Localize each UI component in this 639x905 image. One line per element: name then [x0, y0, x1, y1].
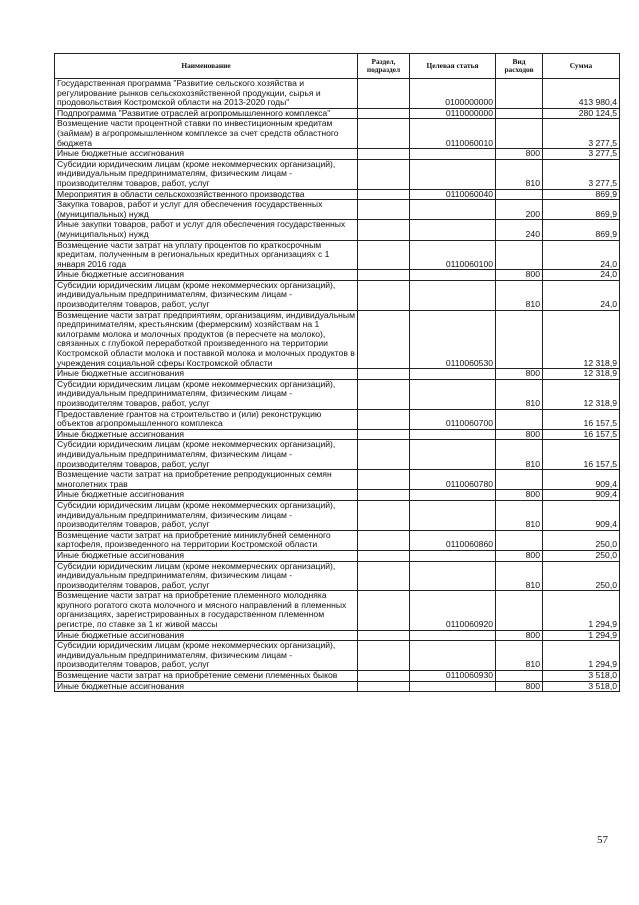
- row-expense-kind: [496, 108, 543, 119]
- row-target-code: [410, 440, 496, 470]
- row-sum: 909,4: [543, 490, 620, 501]
- row-section: [358, 379, 410, 409]
- row-target-code: 0110060530: [410, 310, 496, 369]
- row-name: Иные бюджетные ассигнования: [55, 270, 358, 281]
- row-section: [358, 490, 410, 501]
- row-section: [358, 310, 410, 369]
- row-name: Возмещение части затрат на уплату процентов по краткосрочным кредитам, полученным в региональных кредитных организациях с 1 января 2016 года: [55, 240, 358, 270]
- row-section: [358, 671, 410, 682]
- row-expense-kind: [496, 240, 543, 270]
- row-expense-kind: [496, 189, 543, 200]
- row-target-code: [410, 550, 496, 561]
- table-row: [55, 641, 620, 671]
- row-sum: 280 124,5: [543, 108, 620, 119]
- row-section: [358, 561, 410, 591]
- table-row: [55, 280, 620, 310]
- table-row: [55, 500, 620, 530]
- row-name: Иные бюджетные ассигнования: [55, 149, 358, 160]
- row-target-code: 0110060860: [410, 530, 496, 550]
- row-sum: 24,0: [543, 280, 620, 310]
- table-row: [55, 119, 620, 149]
- row-expense-kind: [496, 119, 543, 149]
- row-expense-kind: [496, 310, 543, 369]
- row-name: Иные бюджетные ассигнования: [55, 429, 358, 440]
- table-row: [55, 409, 620, 429]
- row-target-code: [410, 159, 496, 189]
- row-sum: 250,0: [543, 550, 620, 561]
- row-section: [358, 550, 410, 561]
- table-row: [55, 530, 620, 550]
- row-target-code: [410, 379, 496, 409]
- row-target-code: [410, 280, 496, 310]
- row-target-code: 0110060920: [410, 591, 496, 630]
- row-sum: 12 318,9: [543, 379, 620, 409]
- row-name: Иные бюджетные ассигнования: [55, 490, 358, 501]
- row-expense-kind: 810: [496, 440, 543, 470]
- row-name: Возмещение части затрат на приобретение племенного молодняка крупного рогатого скота молочного и мясного направлений в племенных организациях, зарегистрированных в государственном племенном регистре, по ставке за 1 кг живой массы: [55, 591, 358, 630]
- header-target: Целевая статья: [410, 54, 496, 79]
- row-section: [358, 630, 410, 641]
- row-section: [358, 641, 410, 671]
- row-section: [358, 409, 410, 429]
- row-sum: 869,9: [543, 200, 620, 220]
- row-expense-kind: 800: [496, 270, 543, 281]
- table-row: [55, 310, 620, 369]
- row-sum: 24,0: [543, 240, 620, 270]
- row-section: [358, 220, 410, 240]
- row-section: [358, 369, 410, 380]
- row-expense-kind: [496, 671, 543, 682]
- row-target-code: [410, 561, 496, 591]
- table-row: [55, 681, 620, 692]
- table-row: [55, 470, 620, 490]
- row-expense-kind: 800: [496, 630, 543, 641]
- row-sum: 3 518,0: [543, 681, 620, 692]
- row-name: Иные бюджетные ассигнования: [55, 550, 358, 561]
- row-section: [358, 159, 410, 189]
- row-sum: 3 277,5: [543, 119, 620, 149]
- row-target-code: [410, 490, 496, 501]
- row-sum: 1 294,9: [543, 591, 620, 630]
- row-expense-kind: 240: [496, 220, 543, 240]
- header-name: Наименование: [55, 54, 358, 79]
- row-expense-kind: 810: [496, 379, 543, 409]
- table-row: [55, 429, 620, 440]
- row-section: [358, 470, 410, 490]
- row-target-code: 0110060700: [410, 409, 496, 429]
- row-sum: 250,0: [543, 530, 620, 550]
- table-row: [55, 561, 620, 591]
- table-header-row: [55, 54, 620, 79]
- row-section: [358, 189, 410, 200]
- row-section: [358, 591, 410, 630]
- row-section: [358, 79, 410, 109]
- row-section: [358, 149, 410, 160]
- row-sum: 909,4: [543, 500, 620, 530]
- row-sum: 1 294,9: [543, 630, 620, 641]
- row-section: [358, 270, 410, 281]
- row-name: Возмещение части затрат на приобретение репродукционных семян многолетних трав: [55, 470, 358, 490]
- row-target-code: [410, 641, 496, 671]
- table-row: [55, 79, 620, 109]
- table-row: [55, 369, 620, 380]
- row-sum: 3 277,5: [543, 159, 620, 189]
- row-sum: 250,0: [543, 561, 620, 591]
- row-section: [358, 440, 410, 470]
- row-sum: 12 318,9: [543, 310, 620, 369]
- row-name: Предоставление грантов на строительство и (или) реконструкцию объектов агропромышленного комплекса: [55, 409, 358, 429]
- row-name: Возмещение части затрат на приобретение миниклубней семенного картофеля, произведенного на территории Костромской области: [55, 530, 358, 550]
- table-row: [55, 379, 620, 409]
- row-expense-kind: 800: [496, 550, 543, 561]
- table-row: [55, 630, 620, 641]
- row-section: [358, 530, 410, 550]
- row-section: [358, 280, 410, 310]
- table-row: [55, 159, 620, 189]
- row-expense-kind: 800: [496, 681, 543, 692]
- row-expense-kind: 800: [496, 429, 543, 440]
- row-target-code: 0110060780: [410, 470, 496, 490]
- table-row: [55, 189, 620, 200]
- row-target-code: 0110060100: [410, 240, 496, 270]
- row-name: Возмещение части процентной ставки по инвестиционным кредитам (займам) в агропромышленном комплексе за счет средств областного бюджета: [55, 119, 358, 149]
- row-name: Субсидии юридическим лицам (кроме некоммерческих организаций), индивидуальным предпринимателям, физическим лицам - производителям товаров, работ, услуг: [55, 280, 358, 310]
- row-sum: 16 157,5: [543, 440, 620, 470]
- row-section: [358, 108, 410, 119]
- row-expense-kind: [496, 409, 543, 429]
- table-body: [55, 79, 620, 692]
- row-sum: 869,9: [543, 189, 620, 200]
- row-sum: 24,0: [543, 270, 620, 281]
- row-name: Иные бюджетные ассигнования: [55, 369, 358, 380]
- table-row: [55, 240, 620, 270]
- row-target-code: 0100000000: [410, 79, 496, 109]
- row-target-code: [410, 220, 496, 240]
- row-name: Субсидии юридическим лицам (кроме некоммерческих организаций), индивидуальным предпринимателям, физическим лицам - производителям товаров, работ, услуг: [55, 641, 358, 671]
- row-name: Субсидии юридическим лицам (кроме некоммерческих организаций), индивидуальным предпринимателям, физическим лицам - производителям товаров, работ, услуг: [55, 159, 358, 189]
- table-row: [55, 591, 620, 630]
- row-sum: 3 518,0: [543, 671, 620, 682]
- row-section: [358, 500, 410, 530]
- row-name: Мероприятия в области сельскохозяйственного производства: [55, 189, 358, 200]
- row-target-code: [410, 200, 496, 220]
- row-sum: 16 157,5: [543, 409, 620, 429]
- row-name: Субсидии юридическим лицам (кроме некоммерческих организаций), индивидуальным предпринимателям, физическим лицам - производителям товаров, работ, услуг: [55, 440, 358, 470]
- header-kind: Вид расходов: [496, 54, 543, 79]
- row-name: Субсидии юридическим лицам (кроме некоммерческих организаций), индивидуальным предпринимателям, физическим лицам - производителям товаров, работ, услуг: [55, 379, 358, 409]
- table-row: [55, 490, 620, 501]
- row-target-code: [410, 681, 496, 692]
- row-name: Иные бюджетные ассигнования: [55, 630, 358, 641]
- row-target-code: [410, 630, 496, 641]
- row-target-code: 0110060010: [410, 119, 496, 149]
- row-sum: 869,9: [543, 220, 620, 240]
- row-section: [358, 200, 410, 220]
- row-section: [358, 119, 410, 149]
- row-name: Государственная программа "Развитие сельского хозяйства и регулирование рынков сельскохозяйственной продукции, сырья и продовольствия Костромской области на 2013-2020 годы": [55, 79, 358, 109]
- row-expense-kind: [496, 79, 543, 109]
- row-sum: 12 318,9: [543, 369, 620, 380]
- header-section: Раздел, подраздел: [358, 54, 410, 79]
- table-row: [55, 108, 620, 119]
- table-row: [55, 149, 620, 160]
- row-sum: 413 980,4: [543, 79, 620, 109]
- table-row: [55, 440, 620, 470]
- row-expense-kind: 810: [496, 280, 543, 310]
- row-target-code: 0110000000: [410, 108, 496, 119]
- row-sum: 16 157,5: [543, 429, 620, 440]
- row-section: [358, 240, 410, 270]
- row-name: Закупка товаров, работ и услуг для обеспечения государственных (муниципальных) нужд: [55, 200, 358, 220]
- row-expense-kind: 800: [496, 149, 543, 160]
- table-row: [55, 550, 620, 561]
- row-expense-kind: [496, 470, 543, 490]
- table-row: [55, 220, 620, 240]
- row-sum: 909,4: [543, 470, 620, 490]
- row-target-code: [410, 500, 496, 530]
- row-sum: 1 294,9: [543, 641, 620, 671]
- row-name: Субсидии юридическим лицам (кроме некоммерческих организаций), индивидуальным предпринимателям, физическим лицам - производителям товаров, работ, услуг: [55, 561, 358, 591]
- row-target-code: [410, 149, 496, 160]
- budget-table: [54, 53, 620, 692]
- row-name: Возмещение части затрат на приобретение семени племенных быков: [55, 671, 358, 682]
- row-expense-kind: 200: [496, 200, 543, 220]
- row-name: Подпрограмма "Развитие отраслей агропромышленного комплекса": [55, 108, 358, 119]
- row-target-code: [410, 369, 496, 380]
- row-target-code: [410, 270, 496, 281]
- row-target-code: [410, 429, 496, 440]
- row-expense-kind: 810: [496, 561, 543, 591]
- row-name: Иные закупки товаров, работ и услуг для обеспечения государственных (муниципальных) нужд: [55, 220, 358, 240]
- row-section: [358, 429, 410, 440]
- row-name: Возмещение части затрат предприятиям, организациям, индивидуальным предпринимателям, крестьянским (фермерским) хозяйствам на 1 килограмм молока и молочных продуктов (в пересчете на молоко), связанных с глубокой переработкой произведенного на территории Костромской области молока и поставкой молока и молочных продуктов в учреждения социальной сферы Костромской области: [55, 310, 358, 369]
- row-target-code: 0110060040: [410, 189, 496, 200]
- table-row: [55, 671, 620, 682]
- row-name: Субсидии юридическим лицам (кроме некоммерческих организаций), индивидуальным предпринимателям, физическим лицам - производителям товаров, работ, услуг: [55, 500, 358, 530]
- table-row: [55, 200, 620, 220]
- row-expense-kind: 800: [496, 490, 543, 501]
- row-target-code: 0110060930: [410, 671, 496, 682]
- row-expense-kind: [496, 530, 543, 550]
- row-expense-kind: 800: [496, 369, 543, 380]
- table-row: [55, 270, 620, 281]
- row-expense-kind: 810: [496, 641, 543, 671]
- row-section: [358, 681, 410, 692]
- row-expense-kind: 810: [496, 500, 543, 530]
- row-expense-kind: 810: [496, 159, 543, 189]
- header-sum: Сумма: [543, 54, 620, 79]
- row-name: Иные бюджетные ассигнования: [55, 681, 358, 692]
- row-sum: 3 277,5: [543, 149, 620, 160]
- page-number: 57: [597, 834, 608, 846]
- row-expense-kind: [496, 591, 543, 630]
